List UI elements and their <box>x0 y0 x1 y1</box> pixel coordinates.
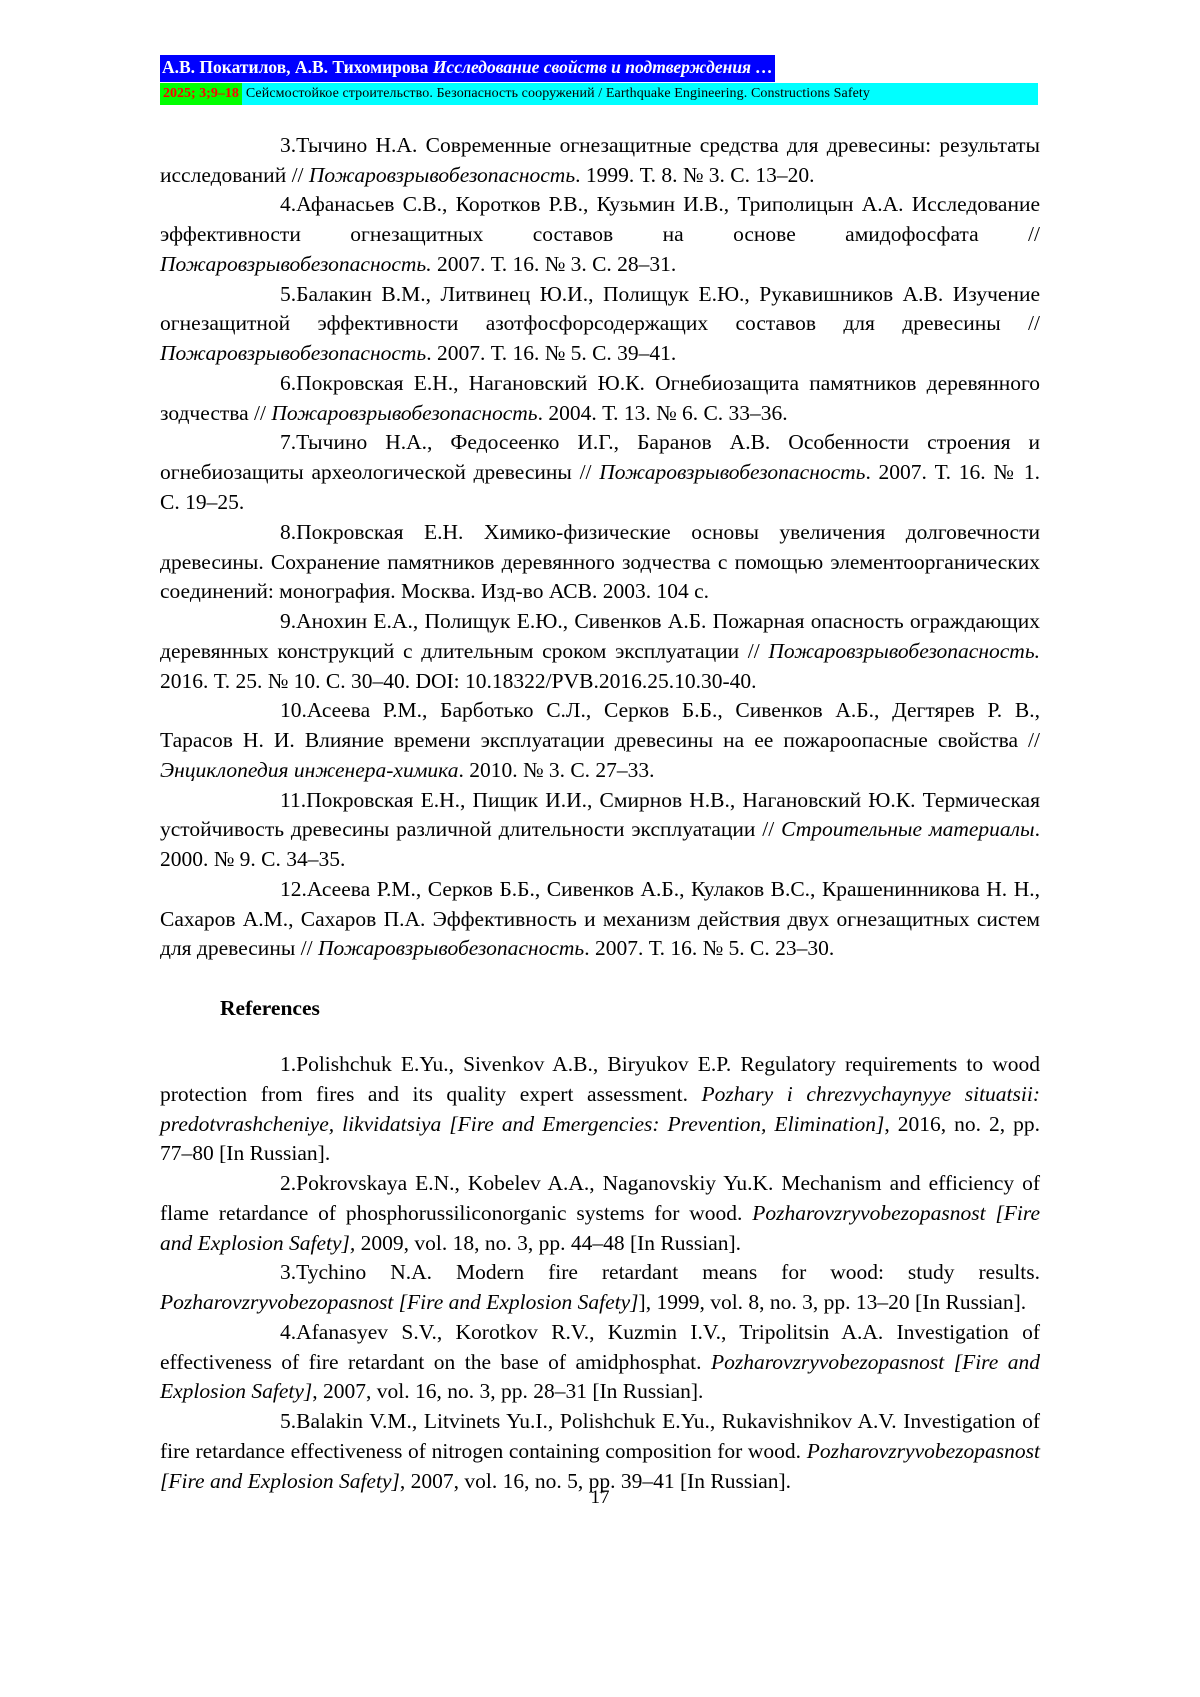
reference-number: 5. <box>280 1409 297 1434</box>
reference-number: 7. <box>280 430 297 455</box>
reference-number: 1. <box>280 1052 297 1077</box>
page-content <box>160 55 1040 1497</box>
running-head-authors-title <box>160 55 775 82</box>
reference-title-italic: Пожаровзрывобезопасность <box>599 460 866 485</box>
reference-number: 3. <box>280 132 297 157</box>
reference-text: . 2007. Т. 16. № 1. С. 19–25. <box>160 460 1040 514</box>
reference-number: 2. <box>280 1171 297 1196</box>
reference-number: 12. <box>280 876 307 901</box>
reference-title-italic: Pozharovzryvobezopasnost [Fire and Explosion Safety], <box>160 1200 1040 1255</box>
reference-text: Асеева Р.М., Барботько С.Л., Серков Б.Б., Сивенков А.Б., Дегтярев Р. В., Тарасов Н. И. Влияние времени эксплуатации древесины на ее пожароопасные свойства // <box>160 698 1040 753</box>
reference-item <box>160 280 1040 369</box>
reference-text: , 2007, vol. 16, no. 3, pp. 28–31 [In Russian]. <box>312 1379 704 1404</box>
reference-title-italic: Пожаровзрывобезопасность. <box>160 251 432 276</box>
reference-text: 2016. Т. 25. № 10. С. 30–40. DOI: 10.18322/PVB.2016.25.10.30-40. <box>160 668 757 693</box>
reference-number: 4. <box>280 1319 297 1344</box>
reference-item <box>160 1407 1040 1496</box>
reference-text: Balakin V.M., Litvinets Yu.I., Polishchuk E.Yu., Rukavishnikov A.V. Investigation of fire retardance effectiveness of nitrogen containing composition for wood. <box>160 1409 1040 1463</box>
reference-text: , 2007, vol. 16, no. 5, pp. 39–41 [In Russian]. <box>399 1468 792 1493</box>
reference-title-italic: Pozhary i chrezvychaynyye situatsii: predotvrashcheniye, likvidatsiya [Fire and Emergencies: Prevention, Elimination] <box>160 1081 1040 1136</box>
reference-number: 3. <box>280 1260 297 1285</box>
reference-title-italic: Пожаровзрывобезопасность. <box>768 638 1040 663</box>
reference-text: Pokrovskaya E.N., Kobelev A.A., Naganovskiy Yu.K. Mechanism and efficiency of flame retardance of phosphorussiliconorganic systems for wood. <box>160 1171 1040 1225</box>
reference-text: Афанасьев С.В., Коротков Р.В., Кузьмин И.В., Триполицын А.А. Исследование эффективности огнезащитных составов на основе амидофосфата // <box>160 192 1040 247</box>
reference-item <box>160 696 1040 785</box>
reference-number: 10. <box>280 698 307 723</box>
reference-item <box>160 1050 1040 1169</box>
reference-text: Покровская Е.Н., Наганoвский Ю.К. Огнебиозащита памятников деревянного зодчества // <box>160 370 1040 425</box>
reference-title-italic: Строительные материалы <box>781 817 1035 842</box>
references-section-title: References <box>220 996 320 1021</box>
reference-title-italic: Энциклопедия инженера-химика <box>160 757 459 782</box>
reference-number: 5. <box>280 281 297 306</box>
reference-text: . 1999. Т. 8. № 3. С. 13–20. <box>575 162 815 187</box>
reference-text: . 2000. № 9. С. 34–35. <box>160 817 1040 872</box>
reference-title-italic: Pozharovzryvobezopasnost [Fire and Explosion Safety] <box>160 1349 1040 1404</box>
reference-number: 11. <box>280 787 307 812</box>
reference-title-italic: Pozharovzryvobezopasnost [Fire and Explosion Safety] <box>160 1290 639 1315</box>
reference-text: Балакин В.М., Литвинец Ю.И., Полищук Е.Ю., Рукавишников А.В. Изучение огнезащитной эффективности азотфосфорсодержащих составов для древесины // <box>160 281 1040 336</box>
reference-item <box>160 1318 1040 1407</box>
reference-item <box>160 190 1040 279</box>
reference-text: Tychino N.A. Modern fire retardant means for wood: study results. <box>296 1260 1040 1285</box>
reference-text: Afanasyev S.V., Korotkov R.V., Kuzmin I.V., Tripolitsin A.A. Investigation of effectiveness of fire retardant on the base of amidphosphat. <box>160 1319 1040 1374</box>
reference-text: Тычино Н.А., Федосеенко И.Г., Баранов А.В. Особенности строения и огнебиозащиты археологической древесины // <box>160 430 1040 485</box>
reference-number: 4. <box>280 192 297 217</box>
reference-title-italic: Пожаровзрывобезопасность <box>271 400 538 425</box>
reference-title-italic: Пожаровзрывобезопасность <box>160 341 427 366</box>
reference-text: . 2007. Т. 16. № 5. С. 23–30. <box>584 936 835 961</box>
reference-item <box>160 875 1040 964</box>
reference-text: Polishchuk E.Yu., Sivenkov A.B., Biryukov E.P. Regulatory requirements to wood protection from fires and its quality expert assessment. <box>160 1052 1040 1106</box>
running-head-journal: Сейсмостойкое строительство. Безопасность сооружений / Earthquake Engineering. Constructions Safety <box>242 83 1038 105</box>
running-head-authors: А.В. Покатилов, А.В. Тихомирова <box>162 57 429 77</box>
reference-item <box>160 607 1040 696</box>
reference-text: . 2004. Т. 13. № 6. С. 33–36. <box>537 400 788 425</box>
reference-text: ], 1999, vol. 8, no. 3, pp. 13–20 [In Russian]. <box>638 1290 1027 1315</box>
reference-item <box>160 786 1040 875</box>
reference-title-italic: Пожаровзрывобезопасность <box>317 936 585 961</box>
running-head <box>160 55 1040 105</box>
page-number: 17 <box>590 1487 610 1508</box>
reference-item <box>160 369 1040 429</box>
reference-item <box>160 131 1040 191</box>
reference-item <box>160 1258 1040 1318</box>
reference-number: 9. <box>280 609 297 634</box>
reference-text: . 2007. Т. 16. № 5. С. 39–41. <box>426 341 677 366</box>
reference-text: 2009, vol. 18, no. 3, pp. 44–48 [In Russian]. <box>355 1230 742 1255</box>
running-head-issue: 2025; 3;9–18 <box>160 83 242 105</box>
reference-text: Асеева Р.М., Серков Б.Б., Сивенков А.Б., Кулаков В.С., Крашенинникова Н. Н., Сахаров А.М., Сахаров П.А. Эффективность и механизм действия двух огнезащитных систем для древесины // <box>160 876 1040 961</box>
reference-number: 6. <box>280 370 297 395</box>
running-head-journal-line <box>160 83 1038 105</box>
reference-text: Покровская Е.Н. Химико-физические основы увеличения долговечности древесины. Сохранение памятников деревянного зодчества с помощью элементоорганических соединений: монография. Москва. Изд-во АСВ. 2003. 104 с. <box>160 519 1040 604</box>
reference-item <box>160 1169 1040 1258</box>
reference-item <box>160 518 1040 607</box>
reference-number: 8. <box>280 519 297 544</box>
running-head-article-title: Исследование свойств и подтверждения … <box>432 57 773 77</box>
reference-text: . 2010. № 3. С. 27–33. <box>458 757 655 782</box>
reference-text: Анохин Е.А., Полищук Е.Ю., Сивенков А.Б. Пожарная опасность ограждающих деревянных конструкций с длительным сроком эксплуатации // <box>160 609 1040 663</box>
reference-text: 2007. Т. 16. № 3. С. 28–31. <box>431 251 677 276</box>
references-russian-list <box>160 131 1040 964</box>
reference-title-italic: Pozharovzryvobezopasnost [Fire and Explosion Safety] <box>160 1438 1040 1493</box>
references-english-list <box>160 1050 1040 1496</box>
reference-item <box>160 428 1040 517</box>
reference-text: , 2016, no. 2, pp. 77–80 [In Russian]. <box>160 1111 1041 1166</box>
reference-title-italic: Пожаровзрывобезопасность <box>308 162 576 187</box>
reference-text: Тычино Н.А. Современные огнезащитные средства для древесины: результаты исследований // <box>160 132 1040 187</box>
reference-text: Покровская Е.Н., Пищик И.И., Смирнов Н.В., Наганoвский Ю.К. Термическая устойчивость древесины различной длительности эксплуатации // <box>160 787 1040 842</box>
